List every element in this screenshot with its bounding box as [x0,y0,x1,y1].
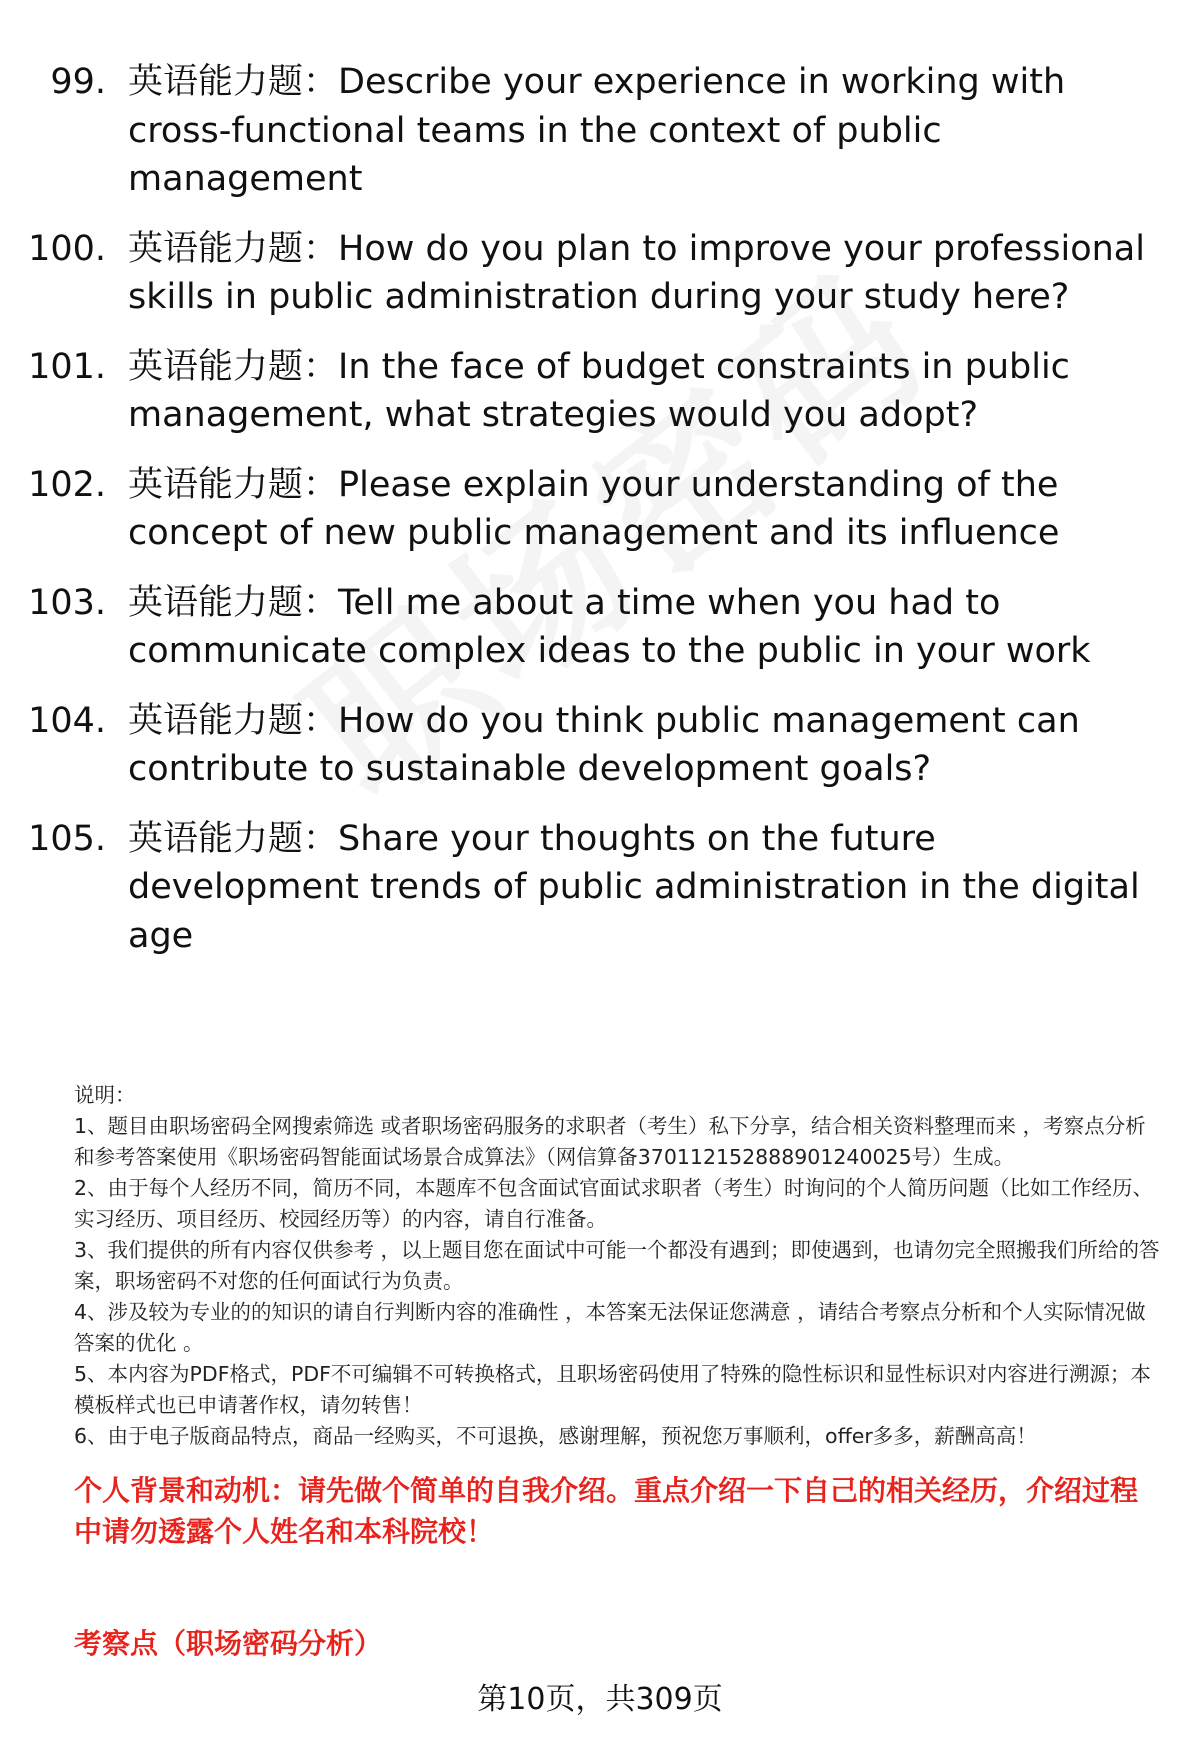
question-number [0,58,128,107]
question-number [0,815,128,864]
question-item [0,579,1200,676]
question-number-label: 105. [28,818,106,859]
question-item [0,58,1200,204]
question-number-label: 104. [28,700,106,741]
question-item [0,461,1200,558]
question-text: 英语能力题：Tell me about a time when you had to communicate complex ideas to the public in your work [128,582,1091,671]
question-text: 英语能力题：How do you plan to improve your professional skills in public administration during your study here? [128,228,1145,317]
question-number [0,343,128,392]
question-item [0,697,1200,794]
question-number-label: 101. [28,346,106,387]
page-number: 第10页，共309页 [477,1682,723,1717]
question-text: 英语能力题：Please explain your understanding of the concept of new public management and its influence [128,464,1060,553]
question-text: 英语能力题：How do you think public management can contribute to sustainable development goals? [128,700,1080,789]
question-text: 英语能力题：In the face of budget constraints in public management, what strategies would you adopt? [128,346,1070,435]
question-item [0,225,1200,322]
question-number [0,579,128,628]
note-item: 6、由于电子版商品特点，商品一经购买，不可退换，感谢理解，预祝您万事顺利，offer多多，薪酬高高！ [74,1424,1037,1448]
notes-title: 说明： [74,1083,136,1107]
notes-section [74,1080,1164,1452]
question-number-label: 100. [28,228,106,269]
question-number-label: 102. [28,464,106,505]
question-text: 英语能力题：Describe your experience in working with cross-functional teams in the context of public management [128,62,1066,199]
question-number-label: 103. [28,582,106,623]
question-number [0,225,128,274]
note-item: 2、由于每个人经历不同，简历不同，本题库不包含面试官面试求职者（考生）时询问的个人简历问题（比如工作经历、实习经历、项目经历、校园经历等）的内容，请自行准备。 [74,1176,1154,1231]
note-item: 1、题目由职场密码全网搜索筛选 或者职场密码服务的求职者（考生）私下分享，结合相关资料整理而来 ，考察点分析和参考答案使用《职场密码智能面试场景合成算法》（网信算备370112152888901240025号）生成。 [74,1114,1146,1169]
question-number [0,461,128,510]
question-item [0,343,1200,440]
question-number [0,697,128,746]
question-number-label: 99. [50,62,106,102]
note-item: 4、涉及较为专业的的知识的请自行判断内容的准确性 ，本答案无法保证您满意 ，请结合考察点分析和个人实际情况做答案的优化 。 [74,1300,1146,1355]
note-item: 5、本内容为PDF格式，PDF不可编辑不可转换格式，且职场密码使用了特殊的隐性标识和显性标识对内容进行溯源；本模板样式也已申请著作权，请勿转售！ [74,1362,1151,1417]
section-heading: 个人背景和动机：请先做个简单的自我介绍。重点介绍一下自己的相关经历，介绍过程中请勿透露个人姓名和本科院校！ [74,1474,1139,1548]
question-list [0,58,1200,981]
section-subheading: 考察点（职场密码分析） [74,1627,383,1660]
question-item [0,815,1200,961]
question-text: 英语能力题：Share your thoughts on the future development trends of public administration in the digital age [128,818,1140,956]
note-item: 3、我们提供的所有内容仅供参考 ，以上题目您在面试中可能一个都没有遇到；即使遇到，也请勿完全照搬我们所给的答案，职场密码不对您的任何面试行为负责。 [74,1238,1160,1293]
